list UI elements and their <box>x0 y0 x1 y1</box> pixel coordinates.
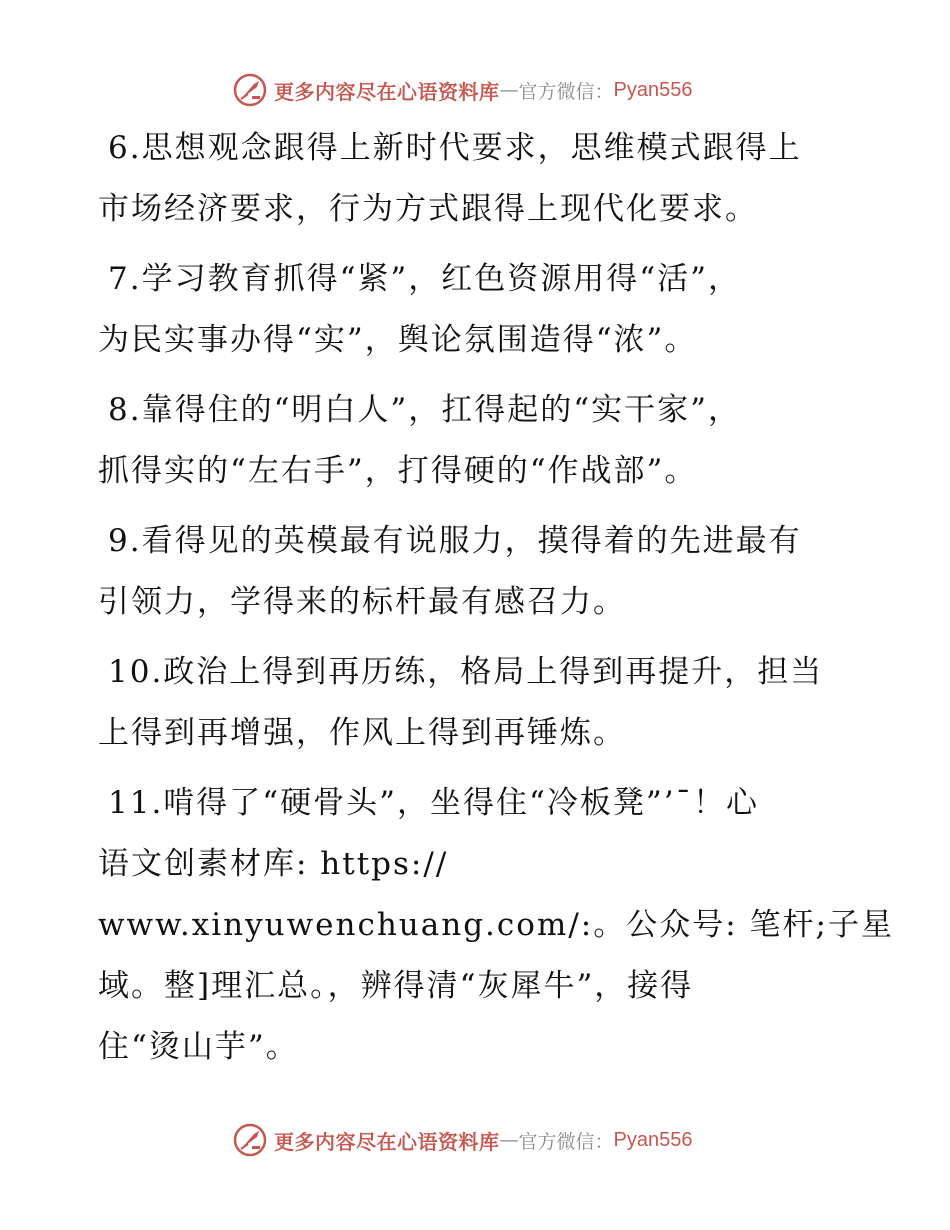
paragraph-line: 语文创素材库: https:// <box>98 846 449 882</box>
quill-logo-icon <box>232 1122 268 1158</box>
footer-banner <box>232 1120 692 1160</box>
document-body <box>98 118 894 1087</box>
paragraph-line: 市场经济要求，行为方式跟得上现代化要求。 <box>98 191 758 227</box>
wechat-label: 官方微信： <box>518 80 614 103</box>
brand-text: 更多内容尽在心语资料库 <box>274 1129 500 1154</box>
paragraph-line: 6.思想观念跟得上新时代要求，思维模式跟得上 <box>108 130 802 166</box>
paragraph-line: 8.靠得住的“明白人”，扛得起的“实干家”， <box>108 392 741 428</box>
paragraph-line: 住“烫山芋”。 <box>98 1029 299 1065</box>
paragraph-line: www.xinyuwenchuang.com/:。公众号: 笔杆;子星 <box>98 907 894 943</box>
paragraph-7 <box>98 249 858 371</box>
paragraph-8 <box>98 380 858 502</box>
quill-logo-icon <box>232 72 268 108</box>
paragraph-10 <box>98 642 858 764</box>
paragraph-line: 引领力，学得来的标杆最有感召力。 <box>98 584 626 620</box>
separator: — <box>499 1129 519 1151</box>
paragraph-line: 为民实事办得“实”，舆论氛围造得“浓”。 <box>98 322 698 358</box>
paragraph-11 <box>98 773 894 1078</box>
paragraph-6 <box>98 118 858 240</box>
wechat-id: Pyan556 <box>613 1128 693 1151</box>
paragraph-line: 抓得实的“左右手”，打得硬的“作战部”。 <box>98 453 698 489</box>
paragraph-9 <box>98 511 858 633</box>
wechat-label: 官方微信： <box>518 1130 614 1153</box>
wechat-id: Pyan556 <box>613 78 693 101</box>
paragraph-line: 11.啃得了“硬骨头”，坐得住“冷板凳”’¯！心 <box>108 785 760 821</box>
paragraph-line: 上得到再增强，作风上得到再锤炼。 <box>98 715 626 751</box>
paragraph-line: 9.看得见的英模最有说服力，摸得着的先进最有 <box>108 523 802 559</box>
separator: — <box>499 79 519 101</box>
brand-text: 更多内容尽在心语资料库 <box>274 79 500 104</box>
paragraph-line: 域。整]理汇总。，辨得清“灰犀牛”，接得 <box>98 968 694 1004</box>
paragraph-line: 7.学习教育抓得“紧”，红色资源用得“活”， <box>108 261 741 297</box>
paragraph-line: 10.政治上得到再历练，格局上得到再提升，担当 <box>108 654 824 690</box>
header-banner <box>232 70 692 110</box>
